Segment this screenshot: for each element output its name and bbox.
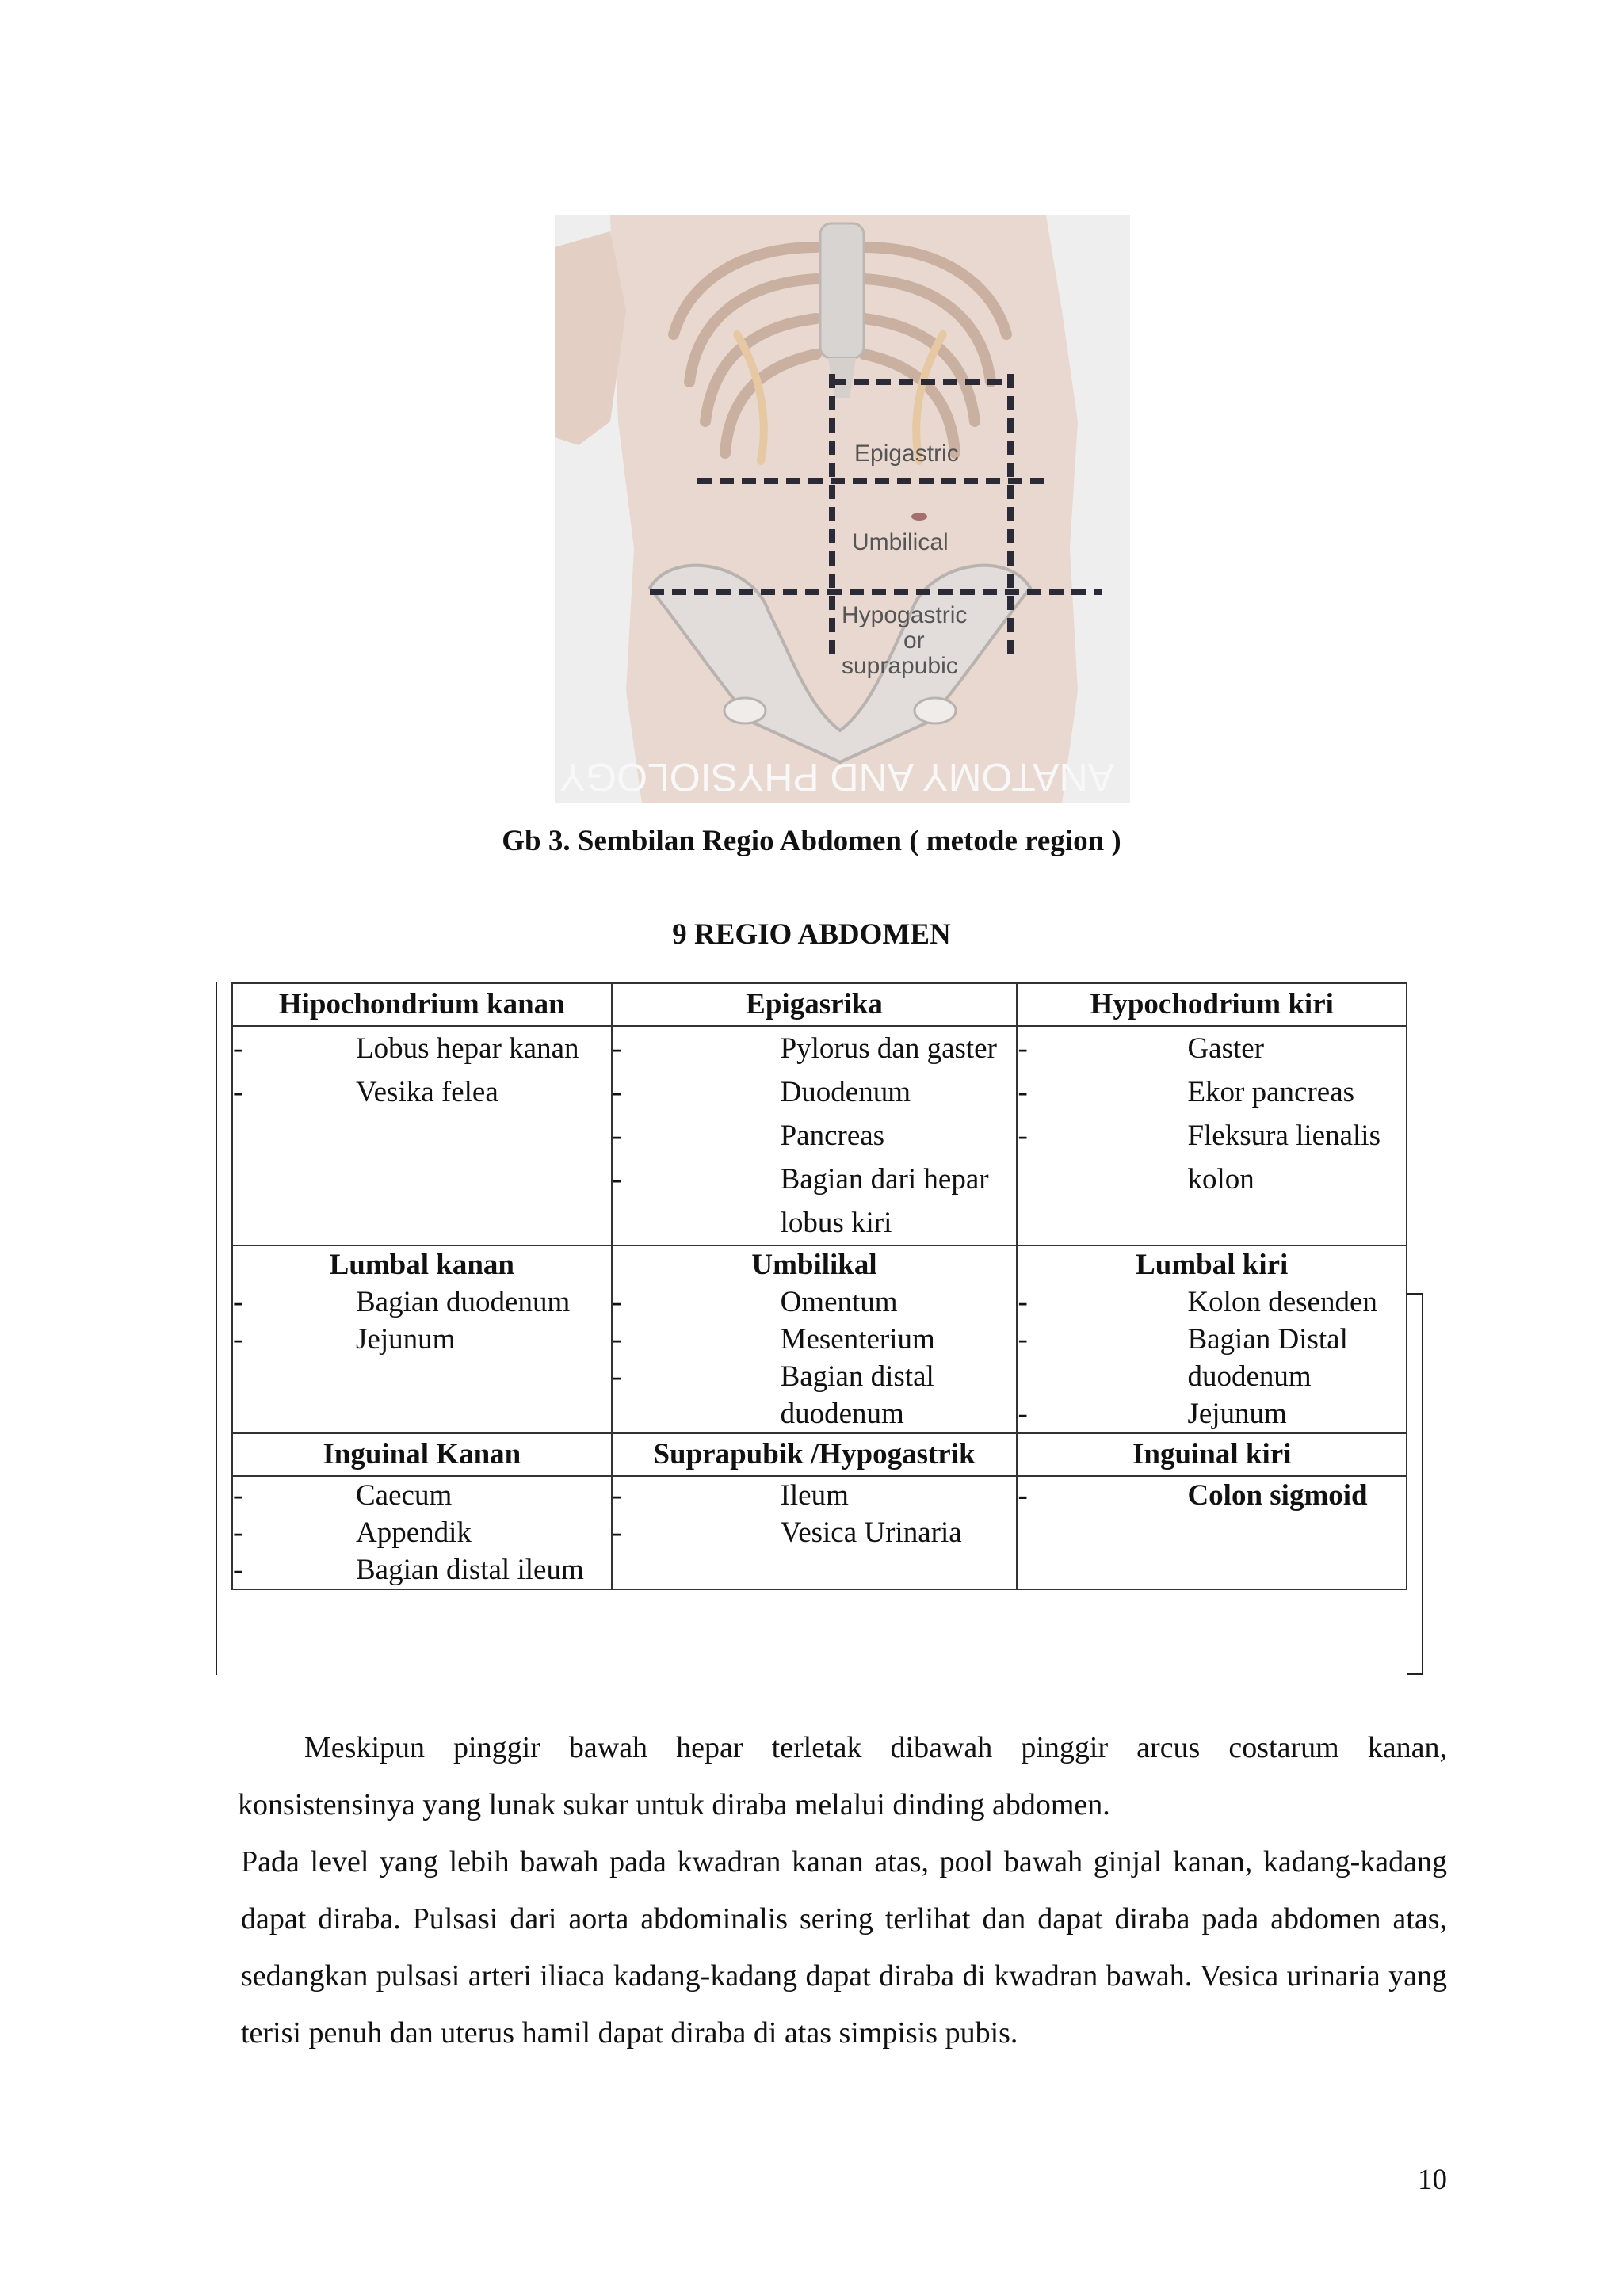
list-item: - Pancreas bbox=[612, 1119, 885, 1152]
abdomen-illustration bbox=[555, 215, 1130, 803]
list-item: - Pylorus dan gaster bbox=[612, 1032, 997, 1065]
label-or: or bbox=[903, 627, 925, 654]
cell-hypochodrium-kiri bbox=[1017, 1026, 1407, 1245]
cell-inguinal-kanan bbox=[232, 1476, 612, 1589]
paragraph-1 bbox=[238, 1719, 1447, 1833]
list-item: - Mesenterium bbox=[612, 1323, 935, 1356]
list-item: - Duodenum bbox=[612, 1076, 911, 1108]
figure-caption: Gb 3. Sembilan Regio Abdomen ( metode region ) bbox=[502, 825, 1121, 857]
header-umbilikal: Umbilikal bbox=[751, 1249, 877, 1281]
table-outer-border-left bbox=[216, 982, 217, 1675]
regio-table-wrapper bbox=[216, 982, 1423, 1675]
cell-epigasrika bbox=[612, 1026, 1018, 1245]
list-item: - Bagian distal duodenum bbox=[612, 1360, 934, 1430]
svg-text:ANATOMY AND PHYSIOLOGY: ANATOMY AND PHYSIOLOGY bbox=[559, 755, 1114, 799]
list-item: - Omentum bbox=[612, 1286, 898, 1318]
table-row bbox=[232, 1476, 1407, 1589]
list-item: - Vesika felea bbox=[233, 1076, 498, 1108]
table-row bbox=[232, 1433, 1407, 1476]
cell-suprapubik bbox=[612, 1476, 1018, 1589]
paragraph-1-line-1: Meskipun pinggir bawah hepar terletak dibawah pinggir arcus costarum kanan, bbox=[304, 1731, 1447, 1764]
list-item: - Jejunum bbox=[1018, 1398, 1287, 1430]
table-title: 9 REGIO ABDOMEN bbox=[672, 918, 951, 951]
cell-lumbal-kiri bbox=[1017, 1245, 1407, 1433]
header-epigasrika: Epigasrika bbox=[612, 983, 1018, 1026]
list-item: - Lobus hepar kanan bbox=[233, 1032, 579, 1065]
list-item: - Ileum bbox=[612, 1479, 849, 1512]
header-lumbal-kiri: Lumbal kiri bbox=[1136, 1249, 1289, 1281]
list-item: - Vesica Urinaria bbox=[612, 1516, 962, 1549]
table-row bbox=[232, 1026, 1407, 1245]
header-inguinal-kanan: Inguinal Kanan bbox=[232, 1433, 612, 1476]
header-hypochodrium-kiri: Hypochodrium kiri bbox=[1017, 983, 1407, 1026]
table-row bbox=[232, 1245, 1407, 1433]
paragraph-2: Pada level yang lebih bawah pada kwadran kanan atas, pool bawah ginjal kanan, kadang-kadang dapat diraba. Pulsasi dari aorta abdominalis sering terlihat dan dapat diraba pada abdomen atas, sedangkan pulsasi arteri iliaca kadang-kadang dapat diraba di kwadran bawah. Vesica urinaria yang terisi penuh dan uterus hamil dapat diraba di atas simpisis pubis. bbox=[241, 1845, 1447, 2050]
header-hipochondrium-kanan: Hipochondrium kanan bbox=[232, 983, 612, 1026]
header-inguinal-kiri: Inguinal kiri bbox=[1017, 1433, 1407, 1476]
list-item: - Fleksura lienalis kolon bbox=[1018, 1119, 1381, 1196]
list-item: - Bagian dari hepar lobus kiri bbox=[612, 1163, 989, 1239]
paragraph-1-line-2: konsistensinya yang lunak sukar untuk diraba melalui dinding abdomen. bbox=[238, 1788, 1110, 1821]
label-epigastric: Epigastric bbox=[854, 441, 959, 467]
label-hypogastric: Hypogastric bbox=[842, 602, 968, 628]
regio-table bbox=[231, 982, 1407, 1590]
list-item: - Gaster bbox=[1018, 1032, 1265, 1065]
list-item: - Bagian duodenum bbox=[233, 1286, 571, 1318]
list-item: - Ekor pancreas bbox=[1018, 1076, 1355, 1108]
page-number: 10 bbox=[1418, 2164, 1447, 2196]
list-item: - Colon sigmoid bbox=[1018, 1479, 1368, 1512]
cell-hipochondrium-kanan bbox=[232, 1026, 612, 1245]
abdomen-regions-figure bbox=[555, 215, 1130, 803]
list-item: - Kolon desenden bbox=[1018, 1286, 1377, 1318]
list-item: - Bagian distal ileum bbox=[233, 1554, 584, 1586]
cell-umbilikal bbox=[612, 1245, 1018, 1433]
list-item: - Jejunum bbox=[233, 1323, 456, 1356]
header-lumbal-kanan: Lumbal kanan bbox=[329, 1249, 514, 1281]
list-item: - Appendik bbox=[233, 1516, 472, 1549]
table-outer-border-bottom bbox=[1407, 1673, 1423, 1675]
list-item: - Bagian Distal duodenum bbox=[1018, 1323, 1348, 1393]
label-umbilical: Umbilical bbox=[852, 529, 949, 555]
label-suprapubic: suprapubic bbox=[842, 653, 958, 679]
cell-lumbal-kanan bbox=[232, 1245, 612, 1433]
table-outer-border-step bbox=[1407, 1293, 1423, 1295]
list-item: - Caecum bbox=[233, 1479, 453, 1512]
header-suprapubik-hypogastrik: Suprapubik /Hypogastrik bbox=[612, 1433, 1018, 1476]
table-row bbox=[232, 983, 1407, 1026]
table-outer-border-right bbox=[1422, 1293, 1423, 1675]
cell-inguinal-kiri bbox=[1017, 1476, 1407, 1589]
